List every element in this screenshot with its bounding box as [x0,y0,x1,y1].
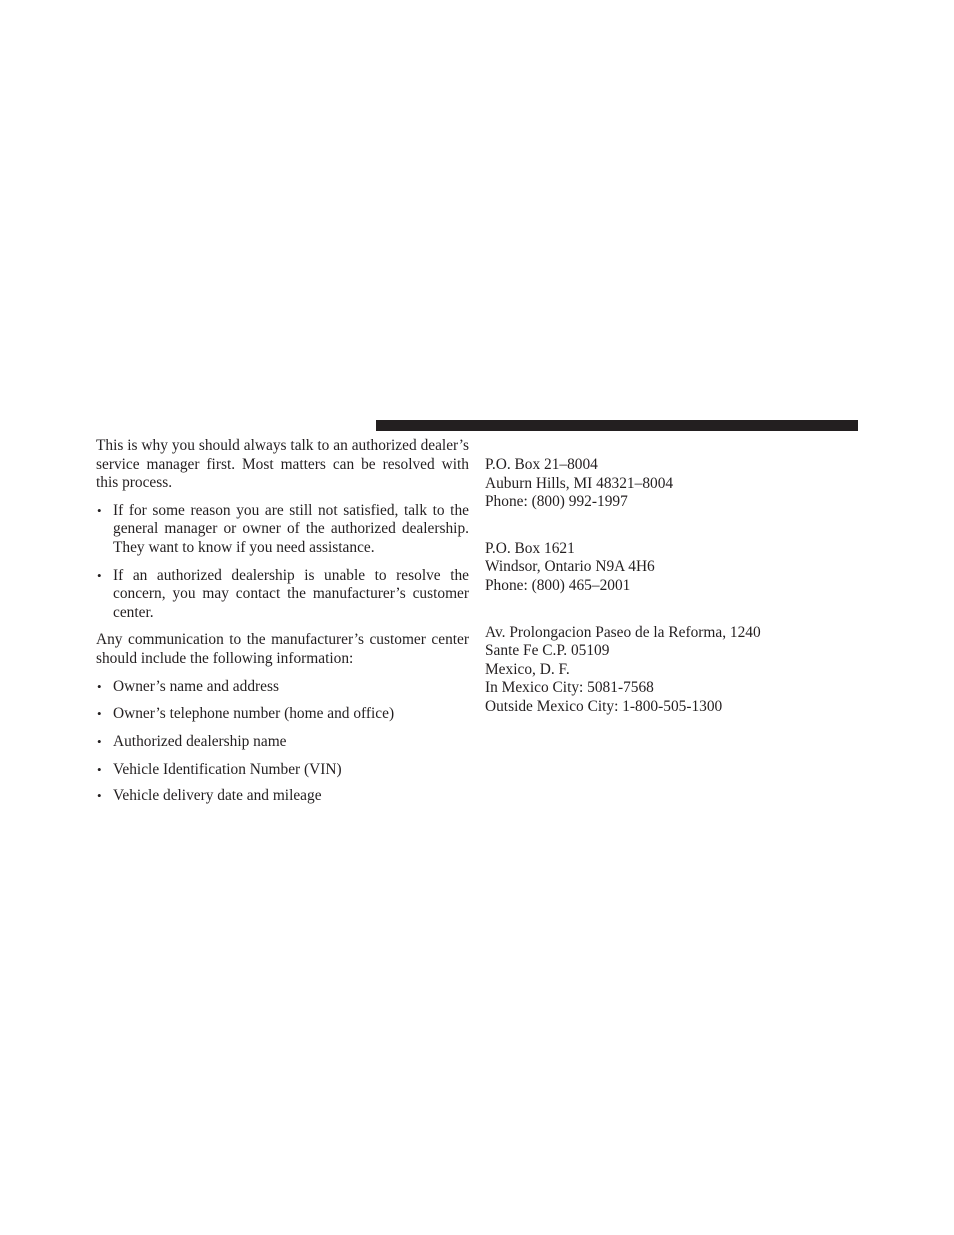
info-item-text: Owner’s name and address [113,677,279,695]
bullet-icon: • [97,567,102,583]
escalation-list [96,502,469,623]
bullet-icon: • [97,678,102,694]
address-line: Av. Prolongacion Paseo de la Reforma, 1240 [485,623,761,641]
list-item [96,705,469,724]
bullet-icon: • [97,787,102,803]
info-item-text: Vehicle Identification Number (VIN) [113,761,342,779]
left-column [96,437,469,815]
bullet-icon: • [97,762,102,778]
address-line: Windsor, Ontario N9A 4H6 [485,558,655,576]
address-block-mexico [485,624,858,717]
section-header-bar [376,420,858,431]
list-item [96,787,469,806]
address-line: Mexico, D. F. [485,660,570,678]
info-item-text: Authorized dealership name [113,733,287,751]
info-item-text: Vehicle delivery date and mileage [113,786,322,804]
address-line: Sante Fe C.P. 05109 [485,642,610,660]
communication-paragraph: Any communication to the manufacturer’s customer center should include the following information: [96,631,469,667]
address-block-canada [485,540,858,596]
phone-line: Phone: (800) 465–2001 [485,576,631,594]
escalation-step-text: If an authorized dealership is unable to resolve the concern, you may contact the manufacturer’s customer center. [113,566,469,621]
address-line: P.O. Box 21–8004 [485,456,598,473]
intro-paragraph: This is why you should always talk to an authorized dealer’s service manager first. Most matters can be resolved with this process. [96,437,469,492]
bullet-icon: • [97,734,102,750]
list-item [96,502,469,558]
bullet-icon: • [97,502,102,518]
phone-line: Outside Mexico City: 1-800-505-1300 [485,697,723,715]
right-column [485,456,858,745]
phone-line: In Mexico City: 5081-7568 [485,679,654,697]
list-item [96,733,469,752]
phone-line: Phone: (800) 992-1997 [485,493,628,511]
bullet-icon: • [97,706,102,722]
list-item [96,567,469,623]
address-block-usa [485,456,858,512]
list-item [96,678,469,697]
required-info-list [96,678,469,806]
address-line: P.O. Box 1621 [485,539,575,557]
info-item-text: Owner’s telephone number (home and office) [113,705,395,723]
address-line: Auburn Hills, MI 48321–8004 [485,474,674,492]
escalation-step-text: If for some reason you are still not satisfied, talk to the general manager or owner of the authorized dealership. They want to know if you need assistance. [113,501,469,556]
list-item [96,761,469,780]
